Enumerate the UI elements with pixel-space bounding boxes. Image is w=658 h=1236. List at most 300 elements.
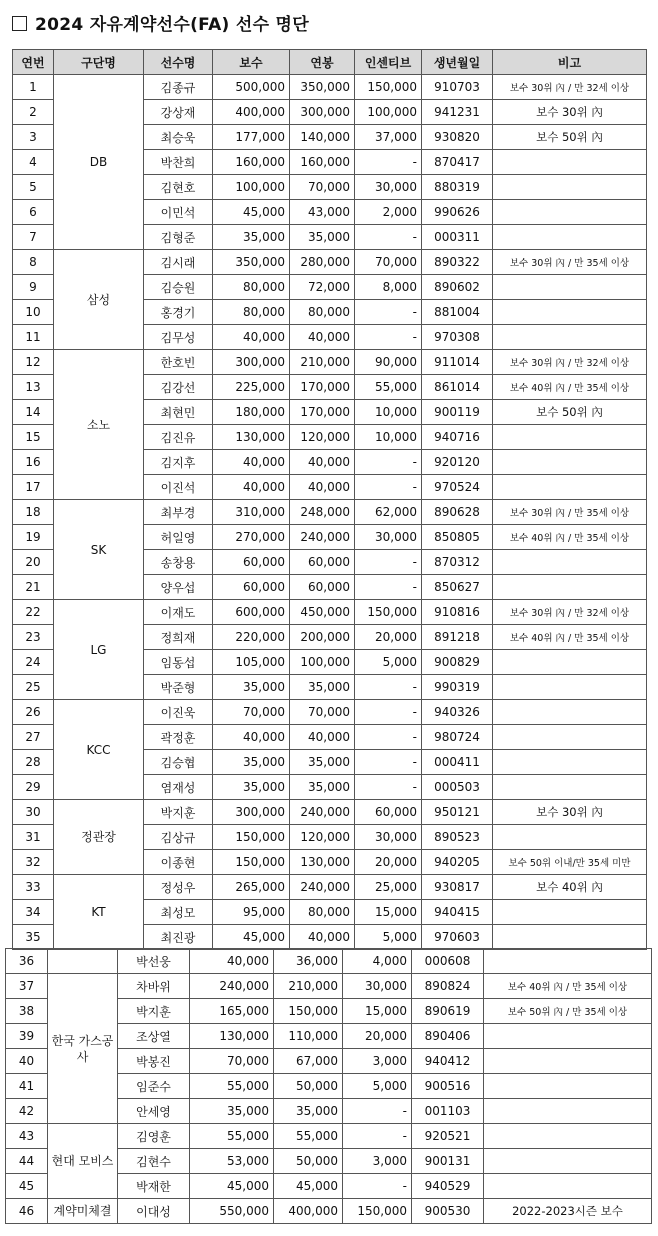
cell-annual: 67,000 xyxy=(274,1049,343,1074)
cell-birth: 850627 xyxy=(422,575,493,600)
cell-note xyxy=(493,225,647,250)
cell-incentive: 10,000 xyxy=(355,400,422,425)
cell-birth: 890628 xyxy=(422,500,493,525)
cell-note: 보수 30위 內 / 만 32세 이상 xyxy=(493,600,647,625)
cell-no: 30 xyxy=(13,800,54,825)
cell-incentive: 90,000 xyxy=(355,350,422,375)
cell-note xyxy=(493,175,647,200)
cell-birth: 940529 xyxy=(412,1174,484,1199)
cell-player-name: 박재한 xyxy=(118,1174,190,1199)
cell-note xyxy=(484,1049,652,1074)
cell-annual: 35,000 xyxy=(290,675,355,700)
table-row xyxy=(13,500,647,525)
cell-annual: 280,000 xyxy=(290,250,355,275)
cell-salary: 60,000 xyxy=(213,575,290,600)
cell-birth: 900131 xyxy=(412,1149,484,1174)
cell-no: 37 xyxy=(6,974,48,999)
cell-note xyxy=(493,550,647,575)
cell-player-name: 이대성 xyxy=(118,1199,190,1224)
cell-no: 19 xyxy=(13,525,54,550)
cell-note xyxy=(493,200,647,225)
cell-no: 3 xyxy=(13,125,54,150)
cell-annual: 210,000 xyxy=(290,350,355,375)
cell-player-name: 한호빈 xyxy=(144,350,213,375)
cell-annual: 70,000 xyxy=(290,700,355,725)
cell-annual: 36,000 xyxy=(274,949,343,974)
cell-incentive: 20,000 xyxy=(355,625,422,650)
cell-player-name: 김영훈 xyxy=(118,1124,190,1149)
cell-player-name: 임동섭 xyxy=(144,650,213,675)
cell-incentive: 15,000 xyxy=(343,999,412,1024)
cell-team: 정관장 xyxy=(54,800,144,875)
cell-no: 24 xyxy=(13,650,54,675)
cell-salary: 300,000 xyxy=(213,350,290,375)
table-row xyxy=(6,949,652,974)
cell-player-name: 최승욱 xyxy=(144,125,213,150)
cell-no: 12 xyxy=(13,350,54,375)
cell-note xyxy=(493,775,647,800)
table-row xyxy=(13,600,647,625)
cell-player-name: 이종현 xyxy=(144,850,213,875)
cell-birth: 970603 xyxy=(422,925,493,950)
cell-salary: 177,000 xyxy=(213,125,290,150)
cell-birth: 000608 xyxy=(412,949,484,974)
cell-no: 14 xyxy=(13,400,54,425)
cell-player-name: 김승원 xyxy=(144,275,213,300)
cell-note: 보수 30위 內 / 만 35세 이상 xyxy=(493,500,647,525)
cell-no: 36 xyxy=(6,949,48,974)
cell-player-name: 김지후 xyxy=(144,450,213,475)
cell-incentive: - xyxy=(355,450,422,475)
cell-birth: 930820 xyxy=(422,125,493,150)
cell-birth: 940205 xyxy=(422,850,493,875)
cell-note xyxy=(493,825,647,850)
cell-birth: 941231 xyxy=(422,100,493,125)
cell-player-name: 양우섭 xyxy=(144,575,213,600)
cell-no: 18 xyxy=(13,500,54,525)
cell-annual: 40,000 xyxy=(290,450,355,475)
cell-incentive: 5,000 xyxy=(355,925,422,950)
cell-birth: 000311 xyxy=(422,225,493,250)
cell-incentive: 20,000 xyxy=(355,850,422,875)
cell-incentive: - xyxy=(355,575,422,600)
cell-incentive: - xyxy=(355,775,422,800)
cell-incentive: 25,000 xyxy=(355,875,422,900)
cell-incentive: 150,000 xyxy=(343,1199,412,1224)
cell-team: DB xyxy=(54,75,144,250)
cell-incentive: 55,000 xyxy=(355,375,422,400)
cell-birth: 890523 xyxy=(422,825,493,850)
cell-salary: 70,000 xyxy=(213,700,290,725)
cell-annual: 50,000 xyxy=(274,1149,343,1174)
cell-no: 4 xyxy=(13,150,54,175)
cell-salary: 310,000 xyxy=(213,500,290,525)
checkbox-square-icon xyxy=(12,16,27,31)
cell-player-name: 홍경기 xyxy=(144,300,213,325)
cell-salary: 550,000 xyxy=(190,1199,274,1224)
cell-player-name: 김강선 xyxy=(144,375,213,400)
header-name: 선수명 xyxy=(144,50,213,75)
cell-incentive: 30,000 xyxy=(355,825,422,850)
cell-note xyxy=(493,700,647,725)
cell-annual: 43,000 xyxy=(290,200,355,225)
cell-annual: 55,000 xyxy=(274,1124,343,1149)
cell-note xyxy=(493,475,647,500)
cell-birth: 970524 xyxy=(422,475,493,500)
cell-no: 6 xyxy=(13,200,54,225)
cell-team: KT xyxy=(54,875,144,950)
cell-incentive: - xyxy=(355,725,422,750)
cell-note xyxy=(493,300,647,325)
cell-note: 보수 30위 內 / 만 35세 이상 xyxy=(493,250,647,275)
cell-incentive: 100,000 xyxy=(355,100,422,125)
cell-incentive: - xyxy=(355,225,422,250)
cell-birth: 900829 xyxy=(422,650,493,675)
header-annual: 연봉 xyxy=(290,50,355,75)
cell-annual: 50,000 xyxy=(274,1074,343,1099)
cell-no: 32 xyxy=(13,850,54,875)
cell-player-name: 안세영 xyxy=(118,1099,190,1124)
cell-annual: 40,000 xyxy=(290,475,355,500)
cell-salary: 270,000 xyxy=(213,525,290,550)
cell-no: 34 xyxy=(13,900,54,925)
cell-annual: 300,000 xyxy=(290,100,355,125)
cell-salary: 45,000 xyxy=(213,925,290,950)
cell-annual: 240,000 xyxy=(290,525,355,550)
cell-annual: 72,000 xyxy=(290,275,355,300)
cell-team: 계약미체결 xyxy=(48,1199,118,1224)
cell-salary: 105,000 xyxy=(213,650,290,675)
cell-annual: 150,000 xyxy=(274,999,343,1024)
cell-incentive: 30,000 xyxy=(355,525,422,550)
cell-player-name: 최부경 xyxy=(144,500,213,525)
cell-birth: 970308 xyxy=(422,325,493,350)
cell-player-name: 김승협 xyxy=(144,750,213,775)
table-row xyxy=(13,800,647,825)
cell-incentive: 5,000 xyxy=(355,650,422,675)
cell-incentive: - xyxy=(343,1174,412,1199)
cell-annual: 160,000 xyxy=(290,150,355,175)
cell-no: 31 xyxy=(13,825,54,850)
table-row xyxy=(13,75,647,100)
cell-annual: 40,000 xyxy=(290,925,355,950)
cell-incentive: - xyxy=(355,675,422,700)
cell-incentive: - xyxy=(355,550,422,575)
cell-incentive: 60,000 xyxy=(355,800,422,825)
cell-player-name: 김상규 xyxy=(144,825,213,850)
cell-note: 보수 30위 內 xyxy=(493,100,647,125)
cell-annual: 60,000 xyxy=(290,550,355,575)
cell-note xyxy=(493,425,647,450)
cell-incentive: 15,000 xyxy=(355,900,422,925)
cell-birth: 890824 xyxy=(412,974,484,999)
cell-annual: 120,000 xyxy=(290,425,355,450)
cell-birth: 940716 xyxy=(422,425,493,450)
cell-incentive: - xyxy=(343,1099,412,1124)
cell-no: 13 xyxy=(13,375,54,400)
cell-no: 42 xyxy=(6,1099,48,1124)
cell-no: 16 xyxy=(13,450,54,475)
cell-salary: 130,000 xyxy=(213,425,290,450)
cell-note: 보수 50위 이내/만 35세 미만 xyxy=(493,850,647,875)
cell-birth: 890406 xyxy=(412,1024,484,1049)
cell-birth: 000503 xyxy=(422,775,493,800)
cell-annual: 110,000 xyxy=(274,1024,343,1049)
cell-incentive: - xyxy=(355,325,422,350)
cell-incentive: 150,000 xyxy=(355,600,422,625)
cell-incentive: 70,000 xyxy=(355,250,422,275)
cell-no: 35 xyxy=(13,925,54,950)
cell-no: 17 xyxy=(13,475,54,500)
cell-salary: 240,000 xyxy=(190,974,274,999)
cell-player-name: 박지훈 xyxy=(144,800,213,825)
cell-salary: 55,000 xyxy=(190,1124,274,1149)
cell-birth: 950121 xyxy=(422,800,493,825)
cell-salary: 400,000 xyxy=(213,100,290,125)
cell-note xyxy=(493,675,647,700)
cell-no: 44 xyxy=(6,1149,48,1174)
cell-birth: 900516 xyxy=(412,1074,484,1099)
cell-note: 보수 40위 內 / 만 35세 이상 xyxy=(484,974,652,999)
table-row xyxy=(13,250,647,275)
fa-table-continued xyxy=(5,948,652,1224)
cell-note xyxy=(493,450,647,475)
table-row xyxy=(6,1199,652,1224)
cell-annual: 210,000 xyxy=(274,974,343,999)
cell-no: 21 xyxy=(13,575,54,600)
cell-note xyxy=(484,1174,652,1199)
cell-birth: 880319 xyxy=(422,175,493,200)
cell-salary: 40,000 xyxy=(213,450,290,475)
fa-table-main xyxy=(12,49,647,950)
cell-salary: 40,000 xyxy=(213,725,290,750)
cell-player-name: 임준수 xyxy=(118,1074,190,1099)
cell-salary: 40,000 xyxy=(190,949,274,974)
cell-note xyxy=(484,1124,652,1149)
cell-no: 20 xyxy=(13,550,54,575)
cell-annual: 200,000 xyxy=(290,625,355,650)
cell-no: 27 xyxy=(13,725,54,750)
page-title-text: 2024 자유계약선수(FA) 선수 명단 xyxy=(35,15,309,35)
cell-note: 보수 30위 內 / 만 32세 이상 xyxy=(493,75,647,100)
cell-salary: 53,000 xyxy=(190,1149,274,1174)
cell-note xyxy=(493,925,647,950)
cell-salary: 130,000 xyxy=(190,1024,274,1049)
cell-birth: 911014 xyxy=(422,350,493,375)
cell-note xyxy=(493,900,647,925)
cell-incentive: 20,000 xyxy=(343,1024,412,1049)
cell-incentive: 10,000 xyxy=(355,425,422,450)
cell-no: 2 xyxy=(13,100,54,125)
cell-no: 46 xyxy=(6,1199,48,1224)
cell-incentive: 5,000 xyxy=(343,1074,412,1099)
cell-birth: 910703 xyxy=(422,75,493,100)
cell-incentive: 30,000 xyxy=(343,974,412,999)
cell-player-name: 박봉진 xyxy=(118,1049,190,1074)
cell-annual: 170,000 xyxy=(290,400,355,425)
cell-no: 7 xyxy=(13,225,54,250)
cell-annual: 80,000 xyxy=(290,900,355,925)
cell-birth: 930817 xyxy=(422,875,493,900)
cell-no: 1 xyxy=(13,75,54,100)
cell-team: LG xyxy=(54,600,144,700)
cell-birth: 940326 xyxy=(422,700,493,725)
cell-incentive: 150,000 xyxy=(355,75,422,100)
header-note: 비고 xyxy=(493,50,647,75)
cell-birth: 001103 xyxy=(412,1099,484,1124)
cell-team: 소노 xyxy=(54,350,144,500)
cell-annual: 45,000 xyxy=(274,1174,343,1199)
cell-note: 보수 40위 內 / 만 35세 이상 xyxy=(493,625,647,650)
cell-no: 9 xyxy=(13,275,54,300)
cell-player-name: 염재성 xyxy=(144,775,213,800)
cell-salary: 95,000 xyxy=(213,900,290,925)
cell-annual: 170,000 xyxy=(290,375,355,400)
cell-player-name: 박찬희 xyxy=(144,150,213,175)
cell-note xyxy=(493,325,647,350)
cell-salary: 35,000 xyxy=(213,775,290,800)
cell-incentive: 3,000 xyxy=(343,1149,412,1174)
cell-birth: 890602 xyxy=(422,275,493,300)
cell-salary: 160,000 xyxy=(213,150,290,175)
cell-player-name: 박지훈 xyxy=(118,999,190,1024)
table-row xyxy=(13,875,647,900)
cell-annual: 100,000 xyxy=(290,650,355,675)
cell-no: 11 xyxy=(13,325,54,350)
cell-salary: 500,000 xyxy=(213,75,290,100)
cell-note: 보수 50위 內 xyxy=(493,125,647,150)
cell-player-name: 김진유 xyxy=(144,425,213,450)
cell-annual: 35,000 xyxy=(290,750,355,775)
cell-player-name: 김종규 xyxy=(144,75,213,100)
cell-note xyxy=(484,1024,652,1049)
cell-note xyxy=(484,949,652,974)
cell-player-name: 김현수 xyxy=(118,1149,190,1174)
cell-salary: 55,000 xyxy=(190,1074,274,1099)
table-row xyxy=(13,700,647,725)
cell-no: 43 xyxy=(6,1124,48,1149)
cell-note: 보수 50위 內 xyxy=(493,400,647,425)
cell-player-name: 이진석 xyxy=(144,475,213,500)
cell-salary: 180,000 xyxy=(213,400,290,425)
cell-salary: 225,000 xyxy=(213,375,290,400)
cell-salary: 45,000 xyxy=(213,200,290,225)
cell-note xyxy=(484,1099,652,1124)
cell-birth: 900530 xyxy=(412,1199,484,1224)
cell-no: 26 xyxy=(13,700,54,725)
cell-birth: 920120 xyxy=(422,450,493,475)
cell-salary: 40,000 xyxy=(213,475,290,500)
cell-note xyxy=(493,150,647,175)
cell-note xyxy=(493,750,647,775)
cell-no: 40 xyxy=(6,1049,48,1074)
cell-player-name: 김무성 xyxy=(144,325,213,350)
cell-team: SK xyxy=(54,500,144,600)
cell-annual: 35,000 xyxy=(290,225,355,250)
cell-player-name: 정성우 xyxy=(144,875,213,900)
cell-birth: 850805 xyxy=(422,525,493,550)
cell-birth: 891218 xyxy=(422,625,493,650)
cell-note xyxy=(493,650,647,675)
cell-annual: 40,000 xyxy=(290,325,355,350)
cell-salary: 35,000 xyxy=(190,1099,274,1124)
cell-team: 한국 가스공사 xyxy=(48,974,118,1124)
cell-annual: 35,000 xyxy=(290,775,355,800)
cell-player-name: 정희재 xyxy=(144,625,213,650)
cell-birth: 940412 xyxy=(412,1049,484,1074)
cell-salary: 35,000 xyxy=(213,225,290,250)
cell-birth: 940415 xyxy=(422,900,493,925)
cell-player-name: 김시래 xyxy=(144,250,213,275)
cell-salary: 80,000 xyxy=(213,300,290,325)
cell-incentive: 8,000 xyxy=(355,275,422,300)
cell-no: 23 xyxy=(13,625,54,650)
cell-birth: 870312 xyxy=(422,550,493,575)
cell-note xyxy=(493,725,647,750)
cell-no: 33 xyxy=(13,875,54,900)
cell-birth: 881004 xyxy=(422,300,493,325)
header-salary: 보수 xyxy=(213,50,290,75)
cell-salary: 80,000 xyxy=(213,275,290,300)
cell-salary: 600,000 xyxy=(213,600,290,625)
cell-salary: 265,000 xyxy=(213,875,290,900)
cell-annual: 60,000 xyxy=(290,575,355,600)
cell-note: 2022-2023시즌 보수 xyxy=(484,1199,652,1224)
cell-player-name: 김현호 xyxy=(144,175,213,200)
cell-no: 38 xyxy=(6,999,48,1024)
cell-incentive: 37,000 xyxy=(355,125,422,150)
cell-annual: 350,000 xyxy=(290,75,355,100)
cell-annual: 70,000 xyxy=(290,175,355,200)
cell-player-name: 박선웅 xyxy=(118,949,190,974)
cell-no: 29 xyxy=(13,775,54,800)
cell-incentive: - xyxy=(343,1124,412,1149)
cell-player-name: 조상열 xyxy=(118,1024,190,1049)
table-row xyxy=(13,350,647,375)
cell-birth: 990319 xyxy=(422,675,493,700)
header-team: 구단명 xyxy=(54,50,144,75)
cell-annual: 240,000 xyxy=(290,875,355,900)
cell-birth: 870417 xyxy=(422,150,493,175)
cell-no: 28 xyxy=(13,750,54,775)
cell-annual: 450,000 xyxy=(290,600,355,625)
cell-birth: 000411 xyxy=(422,750,493,775)
cell-annual: 80,000 xyxy=(290,300,355,325)
cell-no: 45 xyxy=(6,1174,48,1199)
cell-no: 8 xyxy=(13,250,54,275)
cell-annual: 120,000 xyxy=(290,825,355,850)
cell-team: 삼성 xyxy=(54,250,144,350)
cell-birth: 890322 xyxy=(422,250,493,275)
cell-incentive: 3,000 xyxy=(343,1049,412,1074)
page-title xyxy=(12,10,309,35)
cell-incentive: 62,000 xyxy=(355,500,422,525)
cell-player-name: 김형준 xyxy=(144,225,213,250)
cell-player-name: 박준형 xyxy=(144,675,213,700)
cell-salary: 70,000 xyxy=(190,1049,274,1074)
cell-player-name: 최현민 xyxy=(144,400,213,425)
table-row xyxy=(6,974,652,999)
cell-salary: 150,000 xyxy=(213,850,290,875)
cell-salary: 100,000 xyxy=(213,175,290,200)
cell-note: 보수 30위 內 / 만 32세 이상 xyxy=(493,350,647,375)
cell-no: 15 xyxy=(13,425,54,450)
cell-incentive: 4,000 xyxy=(343,949,412,974)
header-birth: 생년월일 xyxy=(422,50,493,75)
cell-team xyxy=(48,949,118,974)
cell-birth: 980724 xyxy=(422,725,493,750)
cell-incentive: 30,000 xyxy=(355,175,422,200)
